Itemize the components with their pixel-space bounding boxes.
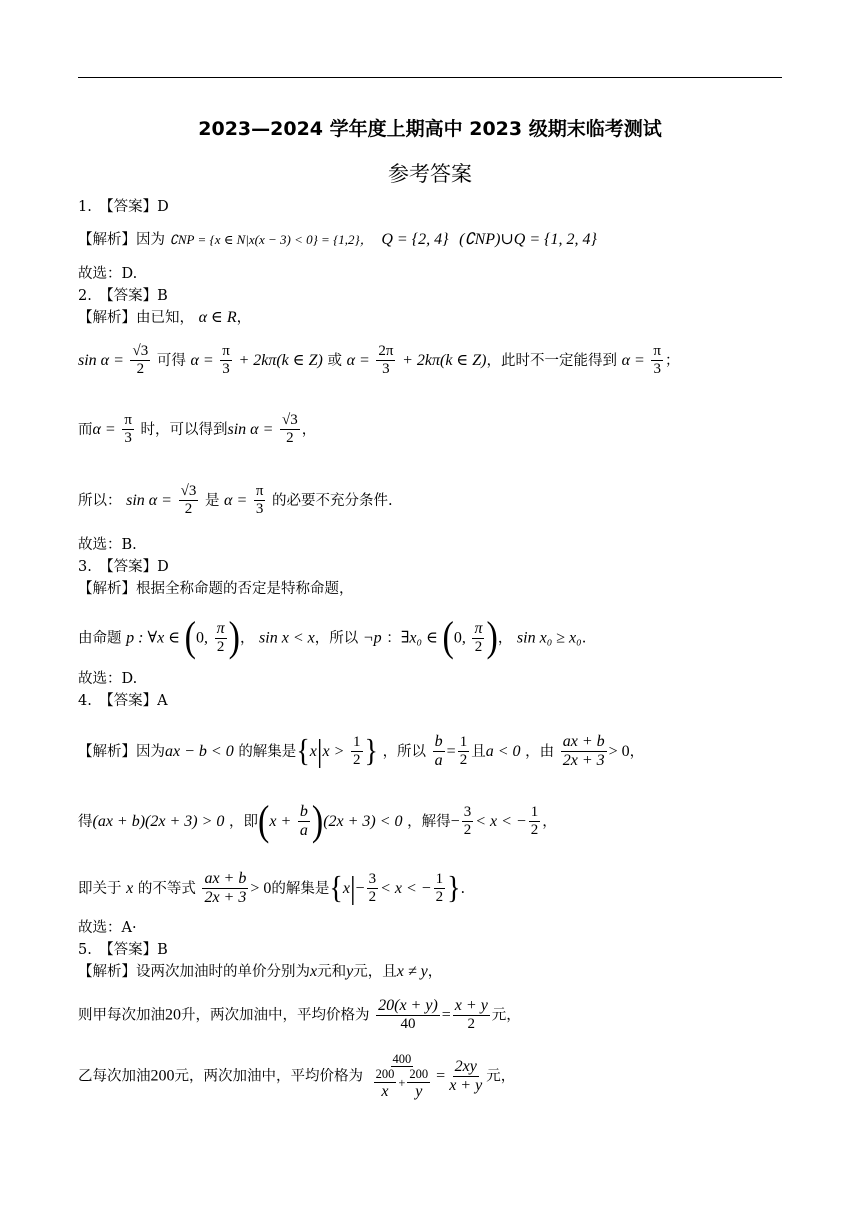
q5-eq: =	[436, 1067, 446, 1085]
q5-plus: +	[398, 1076, 406, 1091]
frac-num: 200	[375, 1067, 395, 1082]
q1-choice: 故选：D.	[78, 266, 138, 282]
frac-den	[370, 1067, 435, 1101]
q5-frac-200-x	[374, 1067, 397, 1101]
q3-frac-pi-2	[472, 620, 484, 657]
q4-text: 得	[78, 813, 93, 830]
q4-text: ，解得	[407, 813, 451, 830]
frac-num: 2xy	[453, 1058, 479, 1077]
q4-frac-1-2	[529, 804, 541, 840]
frac-num: 3	[462, 804, 474, 822]
q4-gt0: > 0	[608, 742, 630, 760]
q4-line3	[78, 870, 465, 908]
q2-line1-text: 【解析】由已知，	[78, 310, 194, 326]
q4-line1	[78, 733, 644, 771]
q5-line2	[78, 997, 521, 1034]
left-paren: (	[442, 614, 454, 661]
frac-num: 400	[392, 1052, 412, 1066]
q4-frac-3-2	[462, 804, 474, 840]
q3-text: ，所以	[314, 630, 359, 647]
left-brace: {	[296, 733, 310, 770]
frac-num: 3	[367, 871, 379, 889]
q3-text: ：	[386, 630, 401, 647]
q4-set-var: x	[342, 879, 350, 897]
right-brace: }	[447, 870, 461, 907]
frac-den: x	[381, 1082, 389, 1100]
q5-text: 乙每次加油	[78, 1068, 151, 1085]
q2-text: ；	[665, 352, 680, 369]
q5-text: 【解析】设两次加油时的单价分别为	[78, 964, 310, 980]
frac-den: 2	[474, 639, 483, 656]
frac-den: 2	[467, 1016, 476, 1033]
frac-num: 1	[434, 871, 446, 889]
frac-den: 2	[435, 889, 444, 906]
q4-text: 即关于	[78, 880, 122, 897]
q1-analysis	[78, 230, 597, 250]
q2-alpha-eq: α =	[224, 491, 248, 509]
frac-den: 3	[382, 361, 390, 378]
frac-den: 3	[124, 430, 132, 447]
q5-number: 200	[150, 1067, 175, 1085]
q4-line2	[78, 798, 557, 845]
q4-text: 的解集是	[238, 743, 297, 760]
q4-gt0: > 0	[250, 879, 272, 897]
q4-minus: −	[450, 812, 460, 830]
q5-frac-harmonic	[370, 1052, 435, 1101]
bar: |	[349, 870, 356, 907]
q4-text: ，	[629, 743, 645, 760]
q2-period: + 2kπ(k ∈ Z)	[402, 351, 487, 369]
q4-minus: −	[355, 879, 365, 897]
q5-var-x: x	[310, 963, 318, 980]
q2-sin-eq: sin α =	[126, 491, 172, 509]
q5-var-y: y	[346, 963, 354, 980]
q2-alpha-eq: α =	[92, 420, 116, 438]
q2-frac-pi-3	[651, 343, 663, 379]
q2-text: 是	[204, 492, 220, 509]
q2-period: + 2kπ(k ∈ Z)	[238, 351, 323, 369]
q4-frac-rational	[561, 733, 607, 771]
q3-frac-pi-2	[215, 620, 227, 657]
q1-expr2: Q = {2, 4}	[381, 231, 449, 248]
left-brace: {	[329, 870, 343, 907]
q5-frac-avg-a	[376, 997, 440, 1034]
q2-text: 所以：	[78, 492, 122, 509]
q4-frac-1-2	[434, 871, 446, 907]
q2-line1-math: α ∈ R	[198, 309, 237, 326]
q4-eq: =	[446, 742, 456, 760]
frac-num: 20(x + y)	[376, 997, 440, 1016]
right-brace: }	[364, 733, 378, 770]
frac-den: 2	[463, 822, 472, 839]
header-rule	[78, 77, 782, 78]
frac-den: a	[434, 752, 443, 770]
q5-text: 元，且	[353, 964, 397, 980]
q5-text: 升，两次加油中，平均价格为	[181, 1007, 370, 1024]
q2-text: ，	[301, 421, 317, 438]
q4-range: < x < −	[380, 879, 432, 897]
q2-alpha-eq: α =	[190, 351, 214, 369]
right-paren: )	[311, 798, 324, 845]
q5-text: ，	[427, 964, 443, 980]
frac-num: √3	[130, 343, 150, 361]
q4-text: ，所以	[382, 743, 427, 760]
frac-den: 3	[222, 361, 230, 378]
right-paren: )	[228, 614, 240, 661]
frac-den: 2x + 3	[204, 889, 247, 907]
right-paren: )	[486, 614, 498, 661]
q2-choice: 故选：B.	[78, 537, 137, 553]
q4-product-ineq: (ax + b)(2x + 3) > 0	[92, 812, 225, 830]
q4-text: 的解集是	[271, 880, 330, 897]
q2-text: 而	[78, 421, 93, 438]
q3-text: .	[581, 630, 587, 647]
frac-num: 2π	[376, 343, 395, 361]
q4-expr: (2x + 3) < 0	[323, 812, 403, 830]
frac-num: b	[298, 803, 310, 822]
q3-ineq: sin x₀ ≥ x₀	[516, 629, 582, 647]
frac-den: 2	[368, 889, 377, 906]
q2-sin-eq: sin α =	[227, 420, 274, 438]
q4-text: 的不等式	[137, 880, 196, 897]
frac-num: π	[215, 620, 227, 639]
q3-choice: 故选：D.	[78, 671, 138, 687]
q2-frac-pi-3	[122, 412, 134, 448]
q2-line1	[78, 308, 251, 328]
q4-frac-b-a	[433, 733, 445, 771]
frac-num: 1	[458, 734, 470, 752]
document-subtitle: 参考答案	[388, 162, 472, 186]
frac-den: 2	[353, 752, 361, 769]
q5-number: 20	[165, 1006, 181, 1024]
q4-text: .	[460, 880, 466, 897]
q2-frac-sqrt3-2	[280, 412, 300, 448]
q4-choice: 故选：A·	[78, 920, 137, 936]
q3-interval-start: 0,	[453, 629, 466, 647]
q5-eq: =	[441, 1006, 451, 1024]
bar: |	[316, 733, 323, 770]
frac-num: π	[472, 620, 484, 639]
q2-alpha-eq: α =	[621, 351, 645, 369]
q5-line1	[78, 962, 442, 982]
q2-text: ，此时不一定能得到	[486, 352, 617, 369]
frac-den: 3	[653, 361, 661, 378]
q5-neq: x ≠ y	[396, 963, 428, 980]
q2-frac-2pi-3	[376, 343, 395, 379]
frac-num: x + y	[453, 997, 490, 1016]
q4-set-var: x	[309, 742, 317, 760]
frac-den: 2x + 3	[562, 752, 605, 770]
frac-den: 3	[255, 501, 264, 518]
frac-den: 2	[530, 822, 539, 839]
q3-p-def: p : ∀x ∈	[126, 629, 181, 647]
q2-line4	[78, 483, 393, 519]
q3-exists: ∃x₀ ∈	[400, 629, 438, 647]
q1-expr3: (∁NP)∪Q = {1, 2, 4}	[459, 231, 597, 248]
q5-frac-200-y	[407, 1067, 430, 1101]
frac-den: 2	[459, 752, 468, 769]
q4-text: ，即	[229, 813, 259, 830]
q2-text: 的必要不充分条件.	[272, 492, 393, 509]
frac-num: b	[433, 733, 445, 752]
q3-ineq: sin x < x	[259, 629, 315, 647]
frac-den: 2	[184, 501, 193, 518]
q4-frac-1-2	[351, 734, 363, 770]
frac-num: π	[651, 343, 663, 361]
frac-den: 2	[286, 430, 294, 447]
q4-ineq: a < 0	[485, 742, 521, 760]
frac-den: y	[415, 1082, 423, 1100]
q2-text: 或	[327, 352, 342, 369]
frac-den: 2	[136, 361, 145, 378]
q3-not-p: ¬p	[362, 629, 382, 647]
q4-answer: 4. 【答案】A	[78, 693, 168, 709]
left-paren: (	[184, 614, 196, 661]
q5-frac-2xy	[447, 1058, 484, 1096]
frac-num: ax + b	[202, 870, 248, 889]
q4-range: < x < −	[475, 812, 527, 830]
q5-text: 元，	[491, 1007, 521, 1024]
q3-line2	[78, 614, 587, 661]
document-title: 2023—2024 学年度上期高中 2023 级期末临考测试	[198, 118, 662, 140]
frac-num: 1	[529, 804, 541, 822]
q5-text: 元，两次加油中，平均价格为	[174, 1068, 363, 1085]
q5-frac-avg-b	[453, 997, 490, 1034]
q2-frac-pi-3	[254, 483, 266, 519]
q2-line2	[78, 343, 680, 379]
q4-frac-1-2	[458, 734, 470, 770]
q5-text: 元，	[486, 1068, 516, 1085]
q4-expr: x +	[269, 812, 292, 830]
q4-text: 【解析】因为	[78, 743, 165, 760]
left-paren: (	[258, 798, 270, 845]
q4-text: 且	[471, 743, 486, 760]
frac-num: π	[254, 483, 266, 501]
frac-num: √3	[179, 483, 199, 501]
q4-frac-3-2	[367, 871, 379, 907]
frac-num: π	[220, 343, 232, 361]
frac-den: x + y	[449, 1077, 483, 1095]
q2-text: 可得	[156, 352, 186, 369]
q5-answer: 5. 【答案】B	[78, 942, 168, 958]
frac-den: 40	[400, 1016, 416, 1033]
q3-interval-start: 0,	[195, 629, 208, 647]
frac-num: 1	[351, 734, 363, 752]
q2-frac-sqrt3-2	[130, 343, 150, 379]
q5-line3	[78, 1052, 515, 1101]
q2-alpha-eq: α =	[346, 351, 370, 369]
frac-num: ax + b	[561, 733, 607, 752]
frac-den: a	[299, 822, 308, 840]
frac-num: 200	[409, 1067, 429, 1082]
q3-text: ，	[239, 630, 255, 647]
q4-frac-rational	[202, 870, 248, 908]
q2-sin-eq: sin α =	[78, 351, 124, 369]
q3-line1: 【解析】根据全称命题的否定是特称命题，	[78, 581, 354, 597]
q3-answer: 3. 【答案】D	[78, 559, 169, 575]
q1-expr1: ∁NP = {x ∈ N|x(x − 3) < 0} = {1,2}，	[169, 232, 373, 247]
frac-den: 2	[216, 639, 225, 656]
q5-text: 元和	[317, 964, 347, 980]
q2-frac-sqrt3-2	[179, 483, 199, 519]
q2-answer: 2. 【答案】B	[78, 288, 168, 304]
q4-text: ，	[542, 813, 557, 830]
frac-num: √3	[280, 412, 300, 430]
q4-ineq: ax − b < 0	[165, 742, 234, 760]
q2-text: 时，可以得到	[140, 421, 228, 438]
q1-answer: 1. 【答案】D	[78, 199, 169, 215]
q2-frac-pi-3	[220, 343, 232, 379]
q4-var: x	[126, 879, 134, 897]
q3-text: ，	[497, 630, 513, 647]
q3-text: 由命题	[78, 630, 122, 647]
q1-analysis-prefix: 【解析】因为	[78, 232, 165, 248]
q2-line1-end: ，	[236, 310, 252, 326]
q4-frac-b-a	[298, 803, 310, 841]
q2-line3	[78, 412, 316, 448]
q4-text: ，由	[525, 743, 555, 760]
q4-set-cond: x >	[322, 742, 345, 760]
q5-text: 则甲每次加油	[78, 1007, 165, 1024]
frac-num: π	[122, 412, 134, 430]
